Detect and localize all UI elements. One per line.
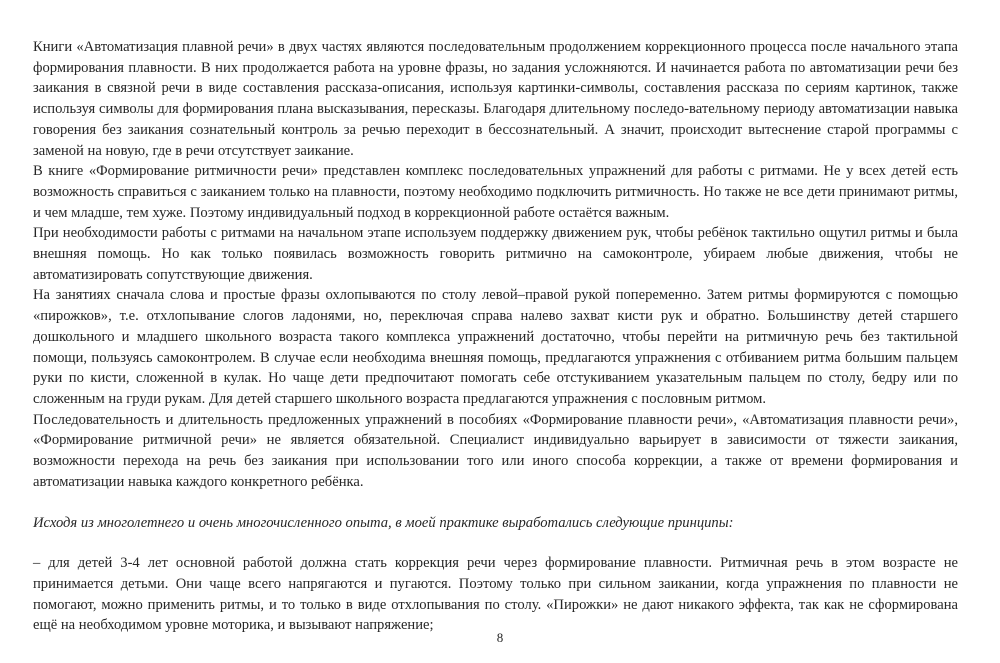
principles-intro: Исходя из многолетнего и очень многочисленного опыта, в моей практике выработались следующие принципы:	[33, 515, 734, 532]
paragraph-rhythm-book: В книге «Формирование ритмичности речи» представлен комплекс последовательных упражнений для работы с ритмами. Не у всех детей есть возможность справиться с заиканием только на плавности, поэтому необходимо подключить ритмичность. Но также не все дети принимают ритмы, и чем младше, тем хуже. Поэтому индивидуальный подход в коррекционной работе остаётся важным.	[33, 163, 958, 221]
paragraph-hand-support: При необходимости работы с ритмами на начальном этапе используем поддержку движением рук, чтобы ребёнок тактильно ощутил ритмы и была внешняя помощь. Но как только появилась возможность говорить ритмично на самоконтроле, убираем любые движения, чтобы не автоматизировать сопутствующие движения.	[33, 225, 958, 283]
principle-item-ages-3-4: – для детей 3-4 лет основной работой должна стать коррекция речи через формирование плавности. Ритмичная речь в этом возрасте не принимается детьми. Они чаще всего напрягаются и пугаются. Поэтому только при сильном заикании, когда упражнения по плавности не помогают, можно применить ритмы, и то только в виде отхлопывания по столу. «Пирожки» не дают никакого эффекта, так как не сформирована ещё на необходимом уровне моторика, и вызывают напряжение;	[33, 555, 958, 634]
page-number: 8	[496, 630, 504, 645]
paragraph-automation-books: Книги «Автоматизация плавной речи» в двух частях являются последовательным продолжением коррекционного процесса после начального этапа формирования плавности. В них продолжается работа на уровне фразы, но задания усложняются. И начинается работа по автоматизации речи без заикания в связной речи в виде составления рассказа-описания, используя картинки-символы, составления рассказа по сериям картинок, также используя символы для формирования плана высказывания, пересказы. Благодаря длительному последо-вательному периоду автоматизации навыка говорения без заикания сознательный контроль за речью переходит в бессознательный. А значит, происходит вытеснение старой программы с заменой на новую, где в речи отсутствует заикание.	[33, 39, 958, 159]
paragraph-lesson-method: На занятиях сначала слова и простые фразы охлопываются по столу левой–правой рукой попеременно. Затем ритмы формируются с помощью «пирожков», т.е. отхлопывание слогов ладонями, но, переключая справа налево захват кисти рук и обратно. Большинству детей старшего дошкольного и младшего школьного возраста такого комплекса упражнений достаточно, чтобы перейти на ритмичную речь без тактильной помощи, пользуясь самоконтролем. В случае если необходима внешняя помощь, предлагаются упражнения с отбиванием ритма большим пальцем руки по кисти, сложенной в кулак. Но чаще дети предпочитают помогать себе отстукиванием указательным пальцем по столу, бедру или по сложенным на груди рукам. Для детей старшего школьного возраста предлагаются упражнения с пословным ритмом.	[33, 287, 958, 407]
paragraph-sequence-note: Последовательность и длительность предложенных упражнений в пособиях «Формирование плавности речи», «Автоматизация плавности речи», «Формирование ритмичной речи» не является обязательной. Специалист индивидуально варьирует в зависимости от тяжести заикания, возможности перехода на речь без заикания при использовании того или иного способа коррекции, а также от времени формирования и автоматизации навыка каждого конкретного ребёнка.	[33, 411, 958, 490]
document-page	[33, 37, 958, 636]
